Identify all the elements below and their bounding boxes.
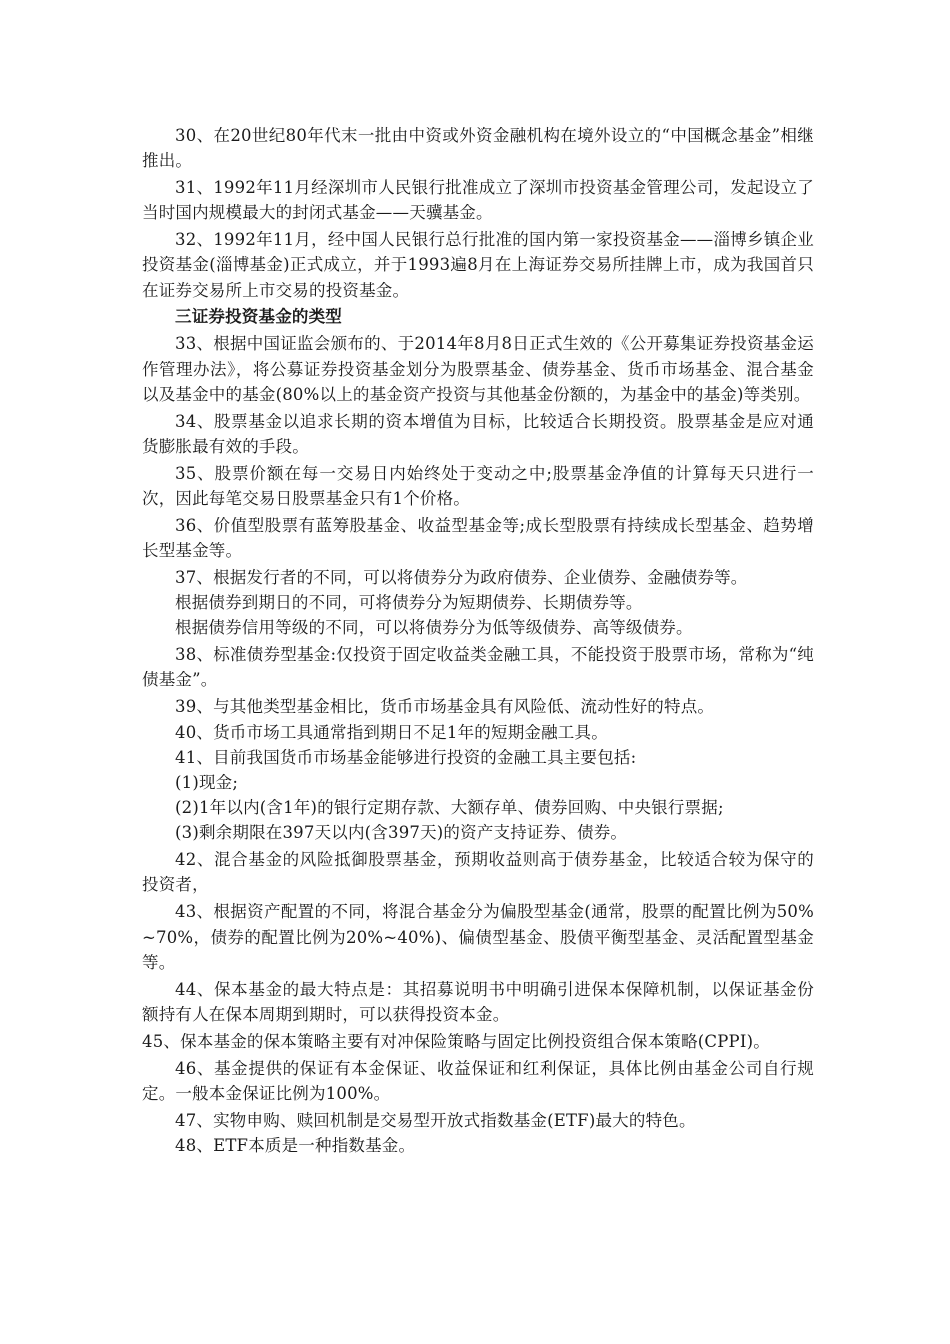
- paragraph-44: 44、保本基金的最大特点是：其招募说明书中明确引进保本保障机制，以保证基金份额持有人在保本周期到期时，可以获得投资本金。: [142, 979, 814, 1024]
- paragraph-30: 30、在20世纪80年代末一批由中资或外资金融机构在境外设立的“中国概念基金”相继推出。: [142, 126, 814, 171]
- list-item-cash: (1)现金;: [175, 772, 239, 792]
- section-heading: 三证券投资基金的类型: [175, 307, 342, 327]
- paragraph-35: 35、股票价额在每一交易日内始终处于变动之中;股票基金净值的计算每天只进行一次，因此每笔交易日股票基金只有1个价格。: [142, 463, 814, 508]
- paragraph-31: 31、1992年11月经深圳市人民银行批准成立了深圳市投资基金管理公司，发起设立了当时国内规模最大的封闭式基金——天骥基金。: [142, 178, 814, 223]
- paragraph-37-maturity: 根据债券到期日的不同，可将债券分为短期债券、长期债券等。: [175, 593, 643, 613]
- paragraph-40: 40、货币市场工具通常指到期日不足1年的短期金融工具。: [175, 722, 608, 742]
- paragraph-39: 39、与其他类型基金相比，货币市场基金具有风险低、流动性好的特点。: [175, 697, 715, 717]
- list-item-deposits: (2)1年以内(含1年)的银行定期存款、大额存单、债券回购、中央银行票据;: [175, 798, 724, 818]
- list-item-securities: (3)剩余期限在397天以内(含397天)的资产支持证券、债券。: [175, 823, 628, 843]
- paragraph-48: 48、ETF本质是一种指数基金。: [175, 1135, 416, 1155]
- paragraph-47: 47、实物申购、赎回机制是交易型开放式指数基金(ETF)最大的特色。: [175, 1110, 696, 1130]
- paragraph-36: 36、价值型股票有蓝筹股基金、收益型基金等;成长型股票有持续成长型基金、趋势增长型基金等。: [142, 515, 814, 561]
- paragraph-38: 38、标准债券型基金:仅投资于固定收益类金融工具，不能投资于股票市场，常称为“纯债基金”。: [142, 645, 814, 690]
- paragraph-45: 45、保本基金的保本策略主要有对冲保险策略与固定比例投资组合保本策略(CPPI)。: [142, 1031, 770, 1051]
- paragraph-43: 43、根据资产配置的不同，将混合基金分为偏股型基金(通常，股票的配置比例为50%~70%，债券的配置比例为20%~40%)、偏债型基金、股债平衡型基金、灵活配置型基金等。: [142, 902, 814, 972]
- paragraph-41: 41、目前我国货币市场基金能够进行投资的金融工具主要包括:: [175, 747, 637, 767]
- document-body: [142, 123, 814, 1158]
- paragraph-34: 34、股票基金以追求长期的资本增值为目标，比较适合长期投资。股票基金是应对通货膨胀最有效的手段。: [142, 411, 814, 456]
- paragraph-37-credit: 根据债券信用等级的不同，可以将债券分为低等级债券、高等级债券。: [175, 618, 693, 638]
- paragraph-37: 37、根据发行者的不同，可以将债券分为政府债券、企业债券、金融债券等。: [175, 567, 748, 587]
- paragraph-33: 33、根据中国证监会颁布的、于2014年8月8日正式生效的《公开募集证券投资基金运作管理办法》，将公募证券投资基金划分为股票基金、债券基金、货币市场基金、混合基金以及基金中的基金(80%以上的基金资产投资与其他基金份额的，为基金中的基金)等类别。: [142, 334, 814, 404]
- paragraph-32: 32、1992年11月，经中国人民银行总行批准的国内第一家投资基金——淄博乡镇企业投资基金(淄博基金)正式成立，并于1993遍8月在上海证券交易所挂牌上市，成为我国首只在证券交易所上市交易的投资基金。: [142, 230, 814, 300]
- paragraph-46: 46、基金提供的保证有本金保证、收益保证和红利保证，具体比例由基金公司自行规定。一般本金保证比例为100%。: [142, 1058, 814, 1103]
- paragraph-42: 42、混合基金的风险抵御股票基金，预期收益则高于债券基金，比较适合较为保守的投资者，: [142, 850, 814, 895]
